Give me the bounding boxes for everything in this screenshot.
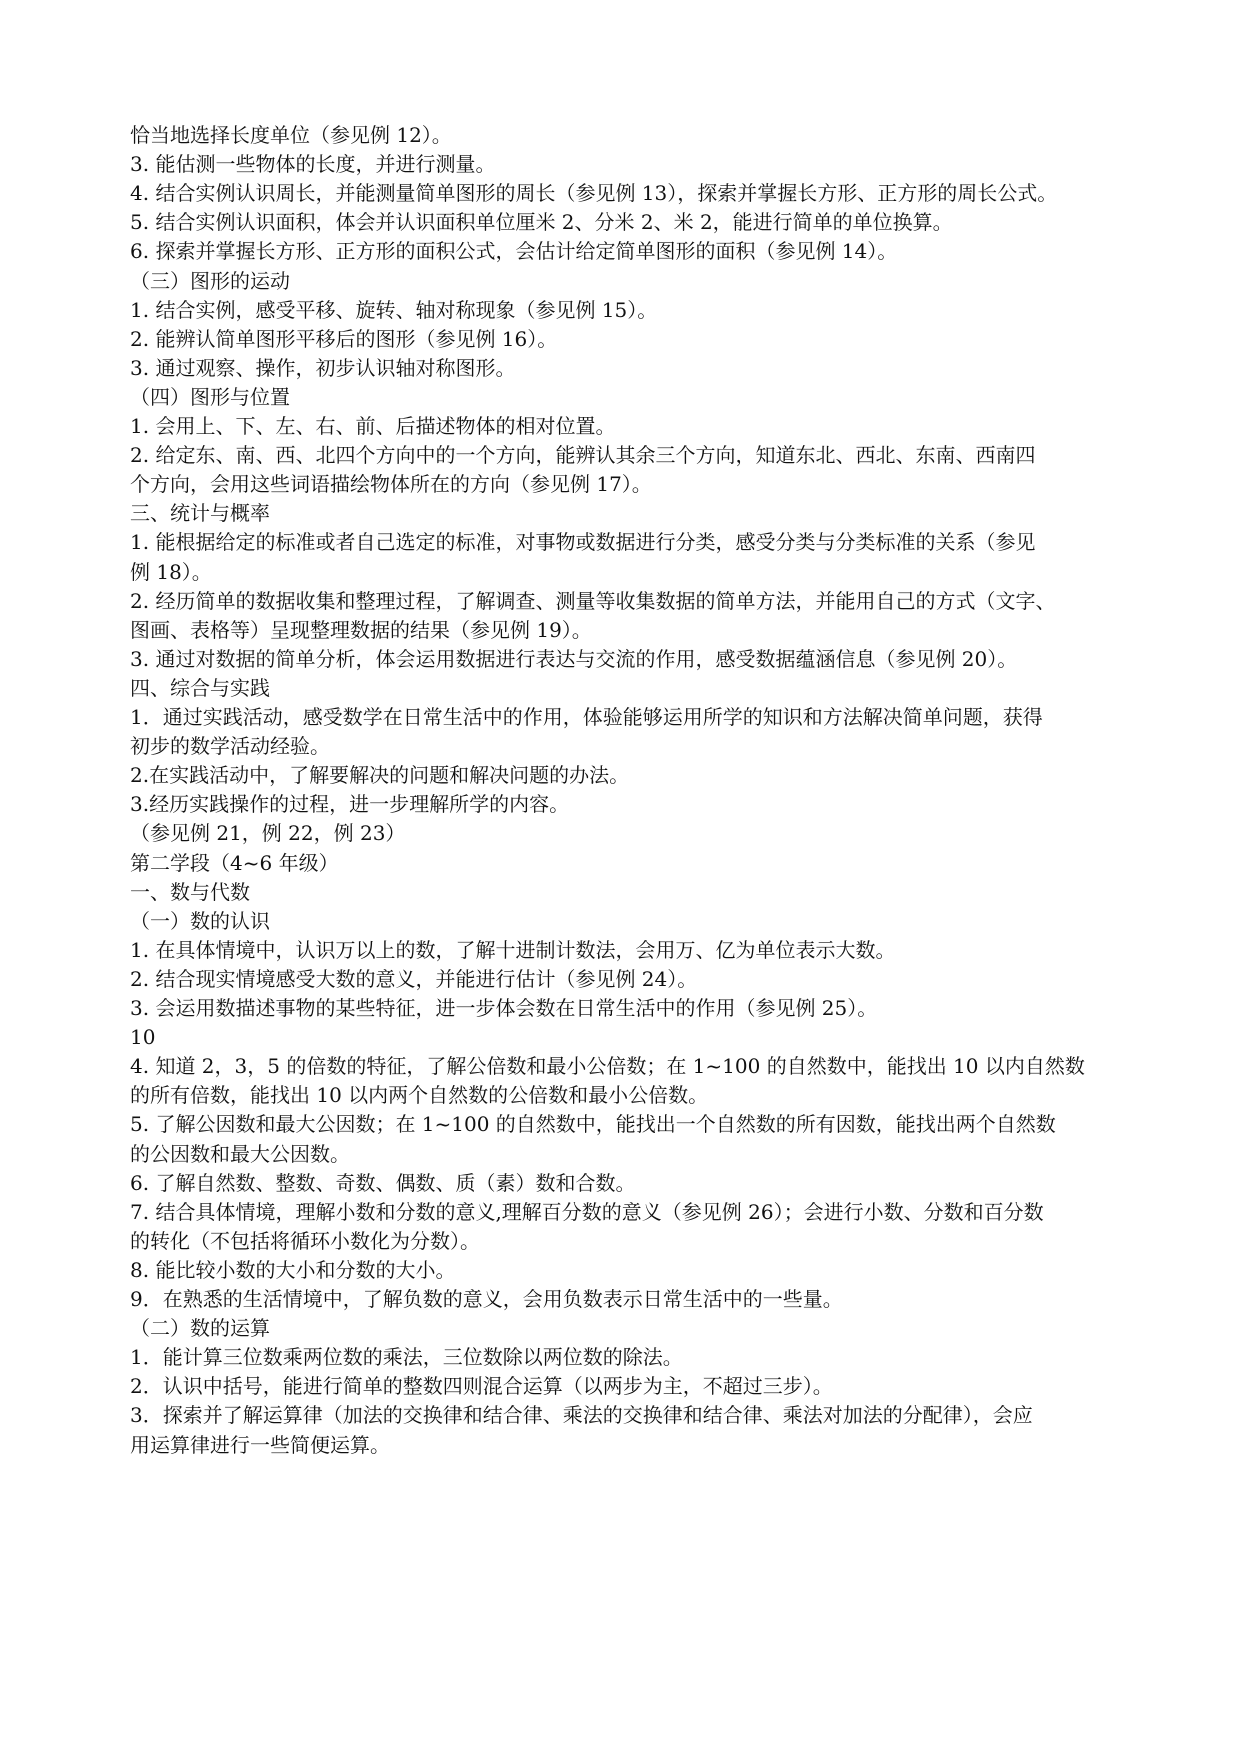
text-line: 10 (130, 1025, 156, 1049)
text-line: 用运算律进行一些简便运算。 (130, 1433, 390, 1457)
text-line: （一）数的认识 (130, 909, 270, 933)
text-line: 6. 探索并掌握长方形、正方形的面积公式，会估计给定简单图形的面积（参见例 14）。 (130, 239, 898, 263)
text-line: 2．认识中括号，能进行简单的整数四则混合运算（以两步为主，不超过三步）。 (130, 1374, 833, 1398)
text-line: 2.在实践活动中，了解要解决的问题和解决问题的办法。 (130, 763, 630, 787)
text-line: 初步的数学活动经验。 (130, 734, 330, 758)
text-line: 1．能计算三位数乘两位数的乘法，三位数除以两位数的除法。 (130, 1345, 683, 1369)
text-line: 3. 通过观察、操作，初步认识轴对称图形。 (130, 356, 516, 380)
text-line: 的转化（不包括将循环小数化为分数）。 (130, 1229, 480, 1253)
text-line: 三、统计与概率 (130, 501, 270, 525)
text-line: 图画、表格等）呈现整理数据的结果（参见例 19）。 (130, 618, 592, 642)
text-line: 3. 会运用数描述事物的某些特征，进一步体会数在日常生活中的作用（参见例 25）。 (130, 996, 878, 1020)
text-line: 1. 会用上、下、左、右、前、后描述物体的相对位置。 (130, 414, 616, 438)
text-line: 个方向，会用这些词语描绘物体所在的方向（参见例 17）。 (130, 472, 652, 496)
text-line: （二）数的运算 (130, 1316, 270, 1340)
text-line: 4. 知道 2，3，5 的倍数的特征，了解公倍数和最小公倍数；在 1~100 的自然数中，能找出 10 以内自然数 (130, 1054, 1085, 1078)
text-line: 第二学段（4~6 年级） (130, 851, 339, 875)
text-line: 例 18）。 (130, 560, 212, 584)
text-line: 恰当地选择长度单位（参见例 12）。 (130, 123, 452, 147)
text-line: 6. 了解自然数、整数、奇数、偶数、质（素）数和合数。 (130, 1171, 636, 1195)
text-line: 1．通过实践活动，感受数学在日常生活中的作用，体验能够运用所学的知识和方法解决简单问题，获得 (130, 705, 1043, 729)
text-line: （三）图形的运动 (130, 269, 290, 293)
text-line: 1. 在具体情境中，认识万以上的数，了解十进制计数法，会用万、亿为单位表示大数。 (130, 938, 896, 962)
text-line: 7. 结合具体情境，理解小数和分数的意义,理解百分数的意义（参见例 26）；会进行小数、分数和百分数 (130, 1200, 1044, 1224)
text-line: （四）图形与位置 (130, 385, 290, 409)
text-line: 9．在熟悉的生活情境中，了解负数的意义，会用负数表示日常生活中的一些量。 (130, 1287, 843, 1311)
text-line: 1. 能根据给定的标准或者自己选定的标准，对事物或数据进行分类，感受分类与分类标准的关系（参见 (130, 530, 1036, 554)
text-line: 2. 结合现实情境感受大数的意义，并能进行估计（参见例 24）。 (130, 967, 698, 991)
text-line: 4. 结合实例认识周长，并能测量简单图形的周长（参见例 13），探索并掌握长方形、正方形的周长公式。 (130, 181, 1058, 205)
text-line: 的公因数和最大公因数。 (130, 1142, 350, 1166)
text-line: 一、数与代数 (130, 880, 250, 904)
text-line: （参见例 21，例 22，例 23） (130, 821, 406, 845)
text-line: 的所有倍数，能找出 10 以内两个自然数的公倍数和最小公倍数。 (130, 1083, 709, 1107)
text-line: 5. 了解公因数和最大公因数；在 1~100 的自然数中，能找出一个自然数的所有因数，能找出两个自然数 (130, 1112, 1056, 1136)
text-line: 四、综合与实践 (130, 676, 270, 700)
text-line: 1. 结合实例，感受平移、旋转、轴对称现象（参见例 15）。 (130, 298, 658, 322)
text-line: 3. 通过对数据的简单分析，体会运用数据进行表达与交流的作用，感受数据蕴涵信息（参见例 20）。 (130, 647, 1018, 671)
text-line: 5. 结合实例认识面积，体会并认识面积单位厘米 2、分米 2、米 2，能进行简单的单位换算。 (130, 210, 953, 234)
text-line: 2. 给定东、南、西、北四个方向中的一个方向，能辨认其余三个方向，知道东北、西北、东南、西南四 (130, 443, 1036, 467)
text-line: 3.经历实践操作的过程，进一步理解所学的内容。 (130, 792, 570, 816)
text-line: 3．探索并了解运算律（加法的交换律和结合律、乘法的交换律和结合律、乘法对加法的分配律），会应 (130, 1403, 1033, 1427)
text-line: 2. 经历简单的数据收集和整理过程，了解调查、测量等收集数据的简单方法，并能用自己的方式（文字、 (130, 589, 1056, 613)
text-line: 3. 能估测一些物体的长度，并进行测量。 (130, 152, 496, 176)
text-line: 2. 能辨认简单图形平移后的图形（参见例 16）。 (130, 327, 558, 351)
text-line: 8. 能比较小数的大小和分数的大小。 (130, 1258, 456, 1282)
